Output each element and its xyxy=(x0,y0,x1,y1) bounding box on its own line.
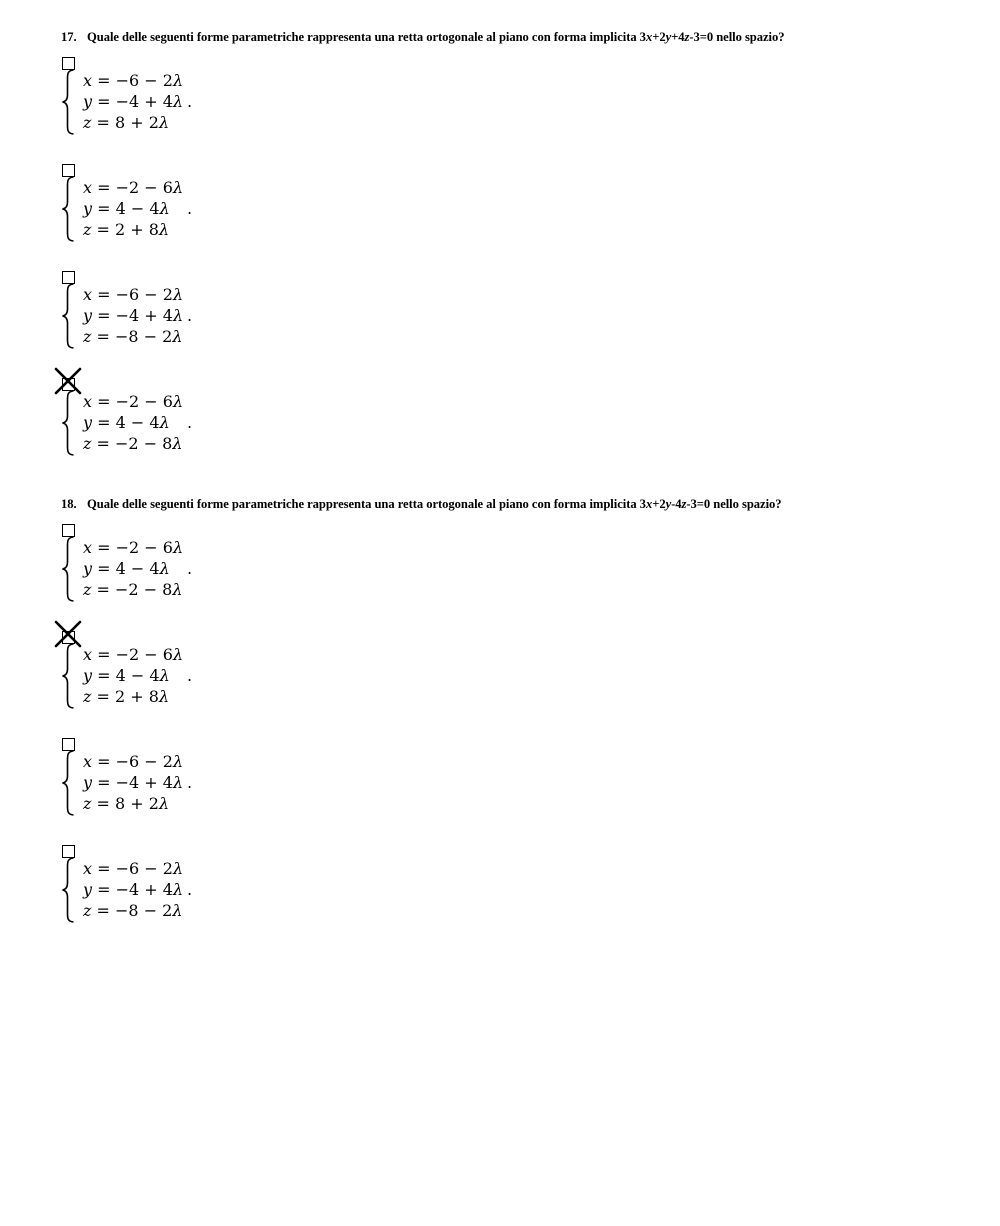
equation-x: x = −6 − 2λ xyxy=(83,752,184,771)
period: . xyxy=(187,559,193,578)
equation-y: y = −4 + 4λ xyxy=(83,773,184,792)
question-17-option-4 xyxy=(61,378,261,468)
question-18-title xyxy=(61,497,782,512)
question-18-option-3 xyxy=(61,738,261,828)
equation-z: z = 8 + 2λ xyxy=(83,113,170,132)
question-17-option-1 xyxy=(61,57,261,147)
parametric-equations xyxy=(83,284,183,347)
equation-y: y = −4 + 4λ xyxy=(83,880,184,899)
parametric-equations xyxy=(83,177,183,240)
left-brace-icon xyxy=(61,69,75,135)
left-brace-icon xyxy=(61,283,75,349)
question-number: 17. xyxy=(61,30,77,44)
equation-y: y = 4 − 4λ xyxy=(83,199,170,218)
equation-x: x = −2 − 6λ xyxy=(83,392,184,411)
left-brace-icon xyxy=(61,857,75,923)
question-text: Quale delle seguenti forme parametriche rappresenta una retta ortogonale al piano con forma implicita 3x+2y+4z-3=0 nello spazio? xyxy=(87,30,785,44)
question-18-option-1 xyxy=(61,524,261,614)
left-brace-icon xyxy=(61,176,75,242)
equation-x: x = −2 − 6λ xyxy=(83,645,184,664)
left-brace-icon xyxy=(61,750,75,816)
equation-z: z = −2 − 8λ xyxy=(83,580,183,599)
period: . xyxy=(187,773,193,792)
equation-z: z = −2 − 8λ xyxy=(83,434,183,453)
period: . xyxy=(187,880,193,899)
question-17-option-2 xyxy=(61,164,261,254)
equation-x: x = −2 − 6λ xyxy=(83,538,184,557)
equation-z: z = 8 + 2λ xyxy=(83,794,170,813)
equation-y: y = 4 − 4λ xyxy=(83,413,170,432)
equation-x: x = −2 − 6λ xyxy=(83,178,184,197)
question-text: Quale delle seguenti forme parametriche rappresenta una retta ortogonale al piano con forma implicita 3x+2y-4z-3=0 nello spazio? xyxy=(87,497,782,511)
period: . xyxy=(187,199,193,218)
equation-z: z = −8 − 2λ xyxy=(83,327,183,346)
question-17-option-3 xyxy=(61,271,261,361)
period: . xyxy=(187,413,193,432)
period: . xyxy=(187,666,193,685)
parametric-equations xyxy=(83,751,183,814)
question-18-option-2 xyxy=(61,631,261,721)
equation-y: y = 4 − 4λ xyxy=(83,666,170,685)
parametric-equations xyxy=(83,70,183,133)
parametric-equations xyxy=(83,858,183,921)
equation-z: z = −8 − 2λ xyxy=(83,901,183,920)
question-17-title xyxy=(61,30,784,45)
equation-x: x = −6 − 2λ xyxy=(83,859,184,878)
equation-y: y = 4 − 4λ xyxy=(83,559,170,578)
parametric-equations xyxy=(83,644,183,707)
question-18-option-4 xyxy=(61,845,261,935)
left-brace-icon xyxy=(61,390,75,456)
equation-y: y = −4 + 4λ xyxy=(83,92,184,111)
parametric-equations xyxy=(83,537,183,600)
equation-z: z = 2 + 8λ xyxy=(83,220,170,239)
left-brace-icon xyxy=(61,536,75,602)
period: . xyxy=(187,92,193,111)
period: . xyxy=(187,306,193,325)
equation-x: x = −6 − 2λ xyxy=(83,285,184,304)
left-brace-icon xyxy=(61,643,75,709)
parametric-equations xyxy=(83,391,183,454)
equation-y: y = −4 + 4λ xyxy=(83,306,184,325)
equation-x: x = −6 − 2λ xyxy=(83,71,184,90)
equation-z: z = 2 + 8λ xyxy=(83,687,170,706)
question-number: 18. xyxy=(61,497,77,511)
